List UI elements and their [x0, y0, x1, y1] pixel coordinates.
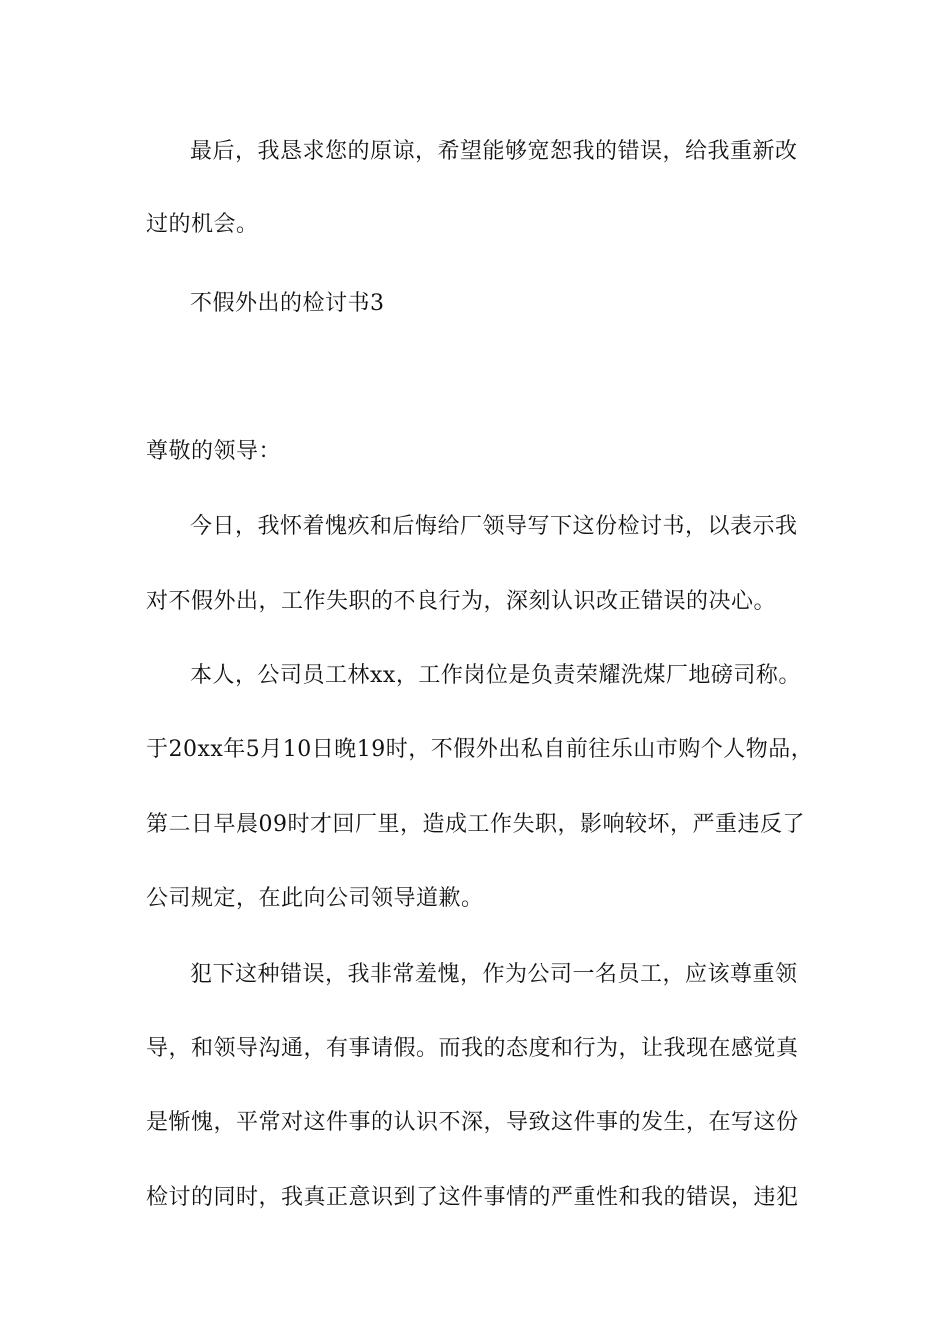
paragraph-line: 导，和领导沟通，有事请假。而我的态度和行为，让我现在感觉真: [146, 1036, 799, 1061]
paragraph-line: 是惭愧，平常对这件事的认识不深，导致这件事的发生，在写这份: [146, 1110, 799, 1135]
paragraph-line: 对不假外出，工作失职的不良行为，深刻认识改正错误的决心。: [146, 589, 777, 614]
paragraph-line: 公司规定，在此向公司领导道歉。: [146, 886, 484, 911]
paragraph-line: 今日，我怀着愧疚和后悔给厂领导写下这份检讨书，以表示我: [190, 514, 798, 539]
paragraph-line: 于20xx年5月10日晚19时，不假外出私自前往乐山市购个人物品，: [146, 737, 814, 762]
paragraph-line: 最后，我恳求您的原谅，希望能够宽恕我的错误，给我重新改: [190, 139, 798, 164]
paragraph-line: 检讨的同时，我真正意识到了这件事情的严重性和我的错误，违犯: [146, 1185, 799, 1210]
paragraph-line: 犯下这种错误，我非常羞愧，作为公司一名员工，应该尊重领: [190, 962, 798, 987]
salutation: 尊敬的领导：: [146, 439, 282, 464]
paragraph-line: 第二日早晨09时才回厂里，造成工作失职，影响较坏，严重违反了: [146, 812, 805, 837]
paragraph-line: 过的机会。: [146, 212, 259, 237]
paragraph-line: 本人，公司员工林xx，工作岗位是负责荣耀洗煤厂地磅司称。: [190, 663, 801, 688]
section-title: 不假外出的检讨书3: [190, 291, 385, 316]
